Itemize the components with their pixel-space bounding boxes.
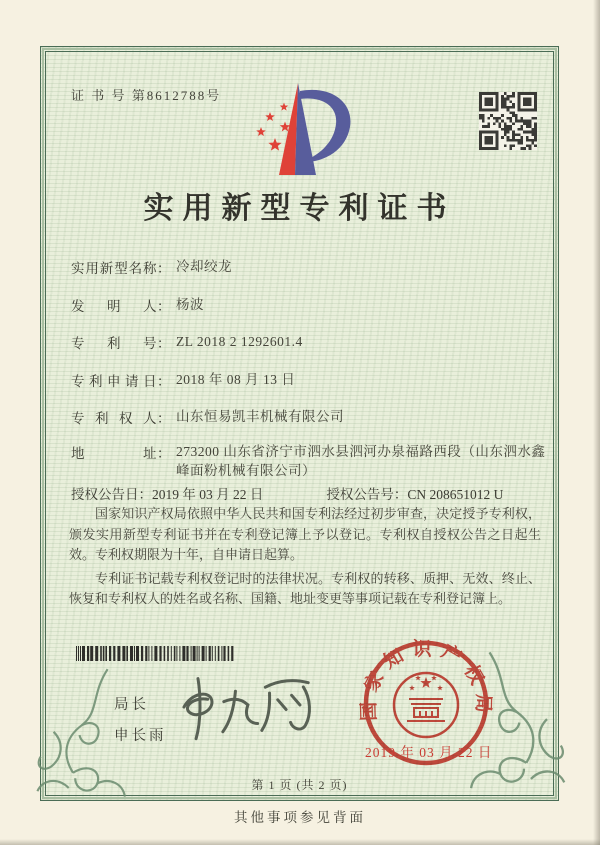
grant-no — [326, 483, 503, 503]
field-label: 专利权人 — [71, 411, 157, 426]
certificate-title: 实用新型专利证书 — [143, 192, 456, 225]
qr-code-icon — [479, 91, 537, 151]
grant-row — [71, 483, 541, 503]
seal-text: 国家知识产权局 — [359, 639, 493, 722]
handwritten-signature-icon — [165, 664, 323, 749]
certificate-number: 证 书 号 第8612788号 — [71, 88, 222, 103]
page-number: 第 1 页 (共 2 页) — [251, 778, 348, 792]
field-label: 发明人 — [71, 299, 157, 314]
field-value: 杨波 — [176, 297, 204, 312]
field-row-filing-date — [71, 370, 295, 390]
grant-date — [71, 483, 263, 503]
officer-title: 局长 — [114, 697, 149, 713]
scan-edge-shadow — [0, 839, 600, 845]
field-label: 专利号 — [71, 336, 157, 351]
field-value: 273200 山东省济宁市泗水县泗河办泉福路西段（山东泗水鑫峰面粉机械有限公司） — [176, 444, 546, 478]
national-emblem — [394, 673, 458, 737]
field-row-patent-no — [71, 332, 303, 352]
field-row-address — [71, 442, 551, 480]
barcode-icon — [76, 646, 234, 661]
officer-name: 申长雨 — [114, 728, 167, 744]
seal-date: 2019 年 03 月 22 日 — [365, 745, 493, 760]
grant-no-value: CN 208651012 U — [407, 487, 504, 502]
scan-edge-shadow — [593, 0, 600, 845]
certificate-body — [40, 46, 559, 801]
field-colon: ： — [157, 299, 171, 314]
back-note: 其他事项参见背面 — [234, 810, 366, 825]
legal-paragraph-1: 国家知识产权局依照中华人民共和国专利法经过初步审查，决定授予专利权，颁发实用新型专利证书并在专利登记簿上予以登记。专利权自授权公告之日起生效。专利权期限为十年，自申请日起算。 — [69, 506, 541, 562]
field-row-inventor — [71, 295, 204, 315]
field-colon: ： — [157, 374, 171, 389]
grant-date-value: 2019 年 03 月 22 日 — [152, 487, 264, 502]
field-colon: ： — [157, 261, 171, 276]
field-value: 冷却绞龙 — [176, 259, 232, 274]
field-value: 2018 年 08 月 13 日 — [176, 372, 296, 387]
legal-paragraph-2: 专利证书记载专利权登记时的法律状况。专利权的转移、质押、无效、终止、恢复和专利权人的姓名或名称、国籍、地址变更等事项记载在专利登记簿上。 — [69, 570, 541, 606]
cnipa-logo-icon — [234, 75, 366, 185]
field-label: 专利申请日 — [71, 374, 157, 389]
grant-date-label: 授权公告日： — [71, 487, 152, 502]
field-row-name — [71, 257, 232, 277]
field-colon: ： — [157, 336, 171, 351]
field-label: 地址 — [71, 446, 157, 461]
field-colon: ： — [157, 411, 171, 426]
field-label: 实用新型名称 — [71, 261, 157, 276]
field-colon: ： — [157, 446, 171, 461]
field-value: ZL 2018 2 1292601.4 — [176, 334, 303, 349]
grant-no-label: 授权公告号： — [326, 487, 408, 502]
legal-text — [69, 504, 541, 613]
field-value: 山东恒易凯丰机械有限公司 — [176, 409, 344, 424]
field-row-patentee — [71, 407, 344, 427]
